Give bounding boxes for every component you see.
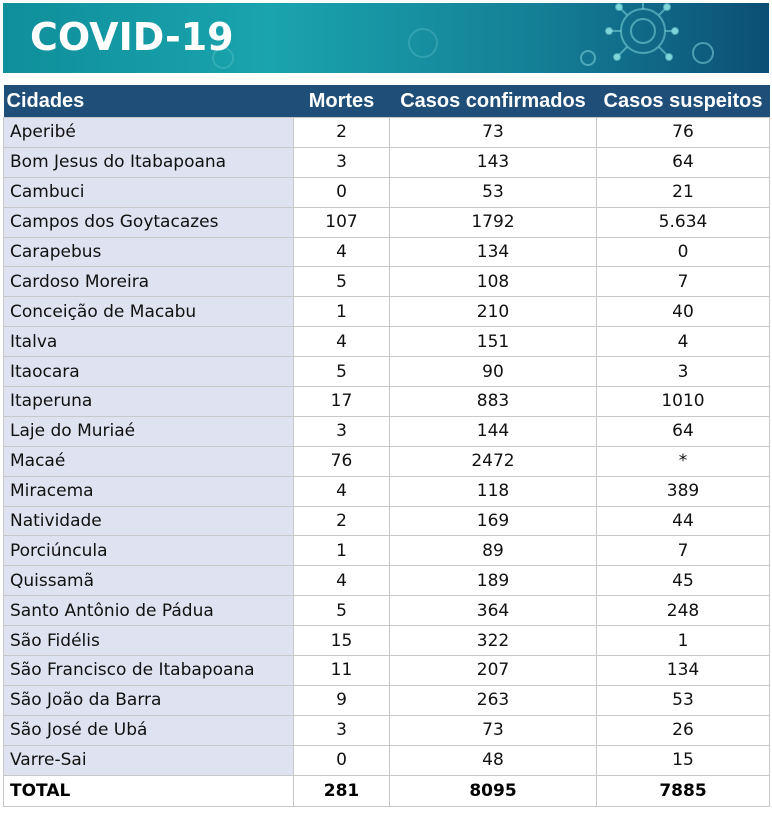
city-cell: Laje do Muriaé [4,416,294,446]
confirmed-cell: 73 [390,715,597,745]
city-cell: Cardoso Moreira [4,267,294,297]
confirmed-cell: 144 [390,416,597,446]
table-row [4,237,770,267]
suspected-cell: 26 [597,715,770,745]
city-cell: Varre-Sai [4,745,294,775]
table-row [4,207,770,237]
deaths-cell: 1 [294,297,390,327]
table-row [4,327,770,357]
table-row [4,476,770,506]
confirmed-cell: 118 [390,476,597,506]
suspected-cell: 40 [597,297,770,327]
confirmed-cell: 2472 [390,446,597,476]
table-row [4,536,770,566]
header-mortes: Mortes [294,85,390,118]
city-cell: Natividade [4,506,294,536]
deaths-cell: 2 [294,506,390,536]
confirmed-cell: 48 [390,745,597,775]
table-row [4,715,770,745]
deaths-cell: 17 [294,387,390,417]
deaths-cell: 9 [294,685,390,715]
deaths-cell: 4 [294,476,390,506]
city-cell: Conceição de Macabu [4,297,294,327]
city-cell: Campos dos Goytacazes [4,207,294,237]
total-confirmed: 8095 [390,775,597,806]
suspected-cell: 53 [597,685,770,715]
table-row [4,566,770,596]
table-row [4,656,770,686]
confirmed-cell: 322 [390,626,597,656]
city-cell: Itaocara [4,357,294,387]
city-cell: São Fidélis [4,626,294,656]
confirmed-cell: 90 [390,357,597,387]
city-cell: Macaé [4,446,294,476]
deaths-cell: 1 [294,536,390,566]
suspected-cell: 0 [597,237,770,267]
table-row [4,416,770,446]
suspected-cell: 7 [597,267,770,297]
confirmed-cell: 108 [390,267,597,297]
covid-cases-table [3,85,770,807]
confirmed-cell: 143 [390,147,597,177]
deaths-cell: 5 [294,267,390,297]
deaths-cell: 4 [294,327,390,357]
deaths-cell: 3 [294,416,390,446]
city-cell: Miracema [4,476,294,506]
city-cell: Carapebus [4,237,294,267]
table-header-row [4,85,770,118]
city-cell: Santo Antônio de Pádua [4,596,294,626]
suspected-cell: 45 [597,566,770,596]
deaths-cell: 4 [294,237,390,267]
city-cell: São José de Ubá [4,715,294,745]
table-row [4,506,770,536]
suspected-cell: 3 [597,357,770,387]
table-row [4,446,770,476]
deaths-cell: 0 [294,177,390,207]
confirmed-cell: 151 [390,327,597,357]
suspected-cell: 389 [597,476,770,506]
total-label: TOTAL [4,775,294,806]
city-cell: Cambuci [4,177,294,207]
confirmed-cell: 1792 [390,207,597,237]
city-cell: Itaperuna [4,387,294,417]
header-cidades: Cidades [4,85,294,118]
table-row [4,387,770,417]
suspected-cell: 134 [597,656,770,686]
deaths-cell: 0 [294,745,390,775]
suspected-cell: 44 [597,506,770,536]
confirmed-cell: 883 [390,387,597,417]
city-cell: Porciúncula [4,536,294,566]
city-cell: Aperibé [4,118,294,148]
city-cell: São João da Barra [4,685,294,715]
confirmed-cell: 263 [390,685,597,715]
suspected-cell: 76 [597,118,770,148]
suspected-cell: 248 [597,596,770,626]
deaths-cell: 2 [294,118,390,148]
deaths-cell: 5 [294,596,390,626]
deaths-cell: 5 [294,357,390,387]
confirmed-cell: 169 [390,506,597,536]
suspected-cell: 5.634 [597,207,770,237]
city-cell: Italva [4,327,294,357]
suspected-cell: 4 [597,327,770,357]
suspected-cell: 64 [597,147,770,177]
suspected-cell: * [597,446,770,476]
covid-banner [3,3,769,73]
deaths-cell: 3 [294,147,390,177]
confirmed-cell: 210 [390,297,597,327]
city-cell: Quissamã [4,566,294,596]
table-row [4,685,770,715]
suspected-cell: 21 [597,177,770,207]
deaths-cell: 11 [294,656,390,686]
suspected-cell: 1010 [597,387,770,417]
confirmed-cell: 134 [390,237,597,267]
city-cell: Bom Jesus do Itabapoana [4,147,294,177]
confirmed-cell: 189 [390,566,597,596]
table-row [4,297,770,327]
total-suspected: 7885 [597,775,770,806]
suspected-cell: 64 [597,416,770,446]
table-row [4,177,770,207]
confirmed-cell: 364 [390,596,597,626]
total-row [4,775,770,806]
confirmed-cell: 207 [390,656,597,686]
header-casos-confirmados: Casos confirmados [390,85,597,118]
confirmed-cell: 73 [390,118,597,148]
suspected-cell: 7 [597,536,770,566]
deaths-cell: 3 [294,715,390,745]
confirmed-cell: 53 [390,177,597,207]
deaths-cell: 76 [294,446,390,476]
deaths-cell: 4 [294,566,390,596]
banner-title: COVID-19 [30,15,234,59]
table-row [4,147,770,177]
table-row [4,357,770,387]
table-row [4,118,770,148]
table-row [4,267,770,297]
table-row [4,596,770,626]
deaths-cell: 107 [294,207,390,237]
table-row [4,626,770,656]
confirmed-cell: 89 [390,536,597,566]
deaths-cell: 15 [294,626,390,656]
suspected-cell: 15 [597,745,770,775]
city-cell: São Francisco de Itabapoana [4,656,294,686]
total-deaths: 281 [294,775,390,806]
suspected-cell: 1 [597,626,770,656]
header-casos-suspeitos: Casos suspeitos [597,85,770,118]
table-row [4,745,770,775]
